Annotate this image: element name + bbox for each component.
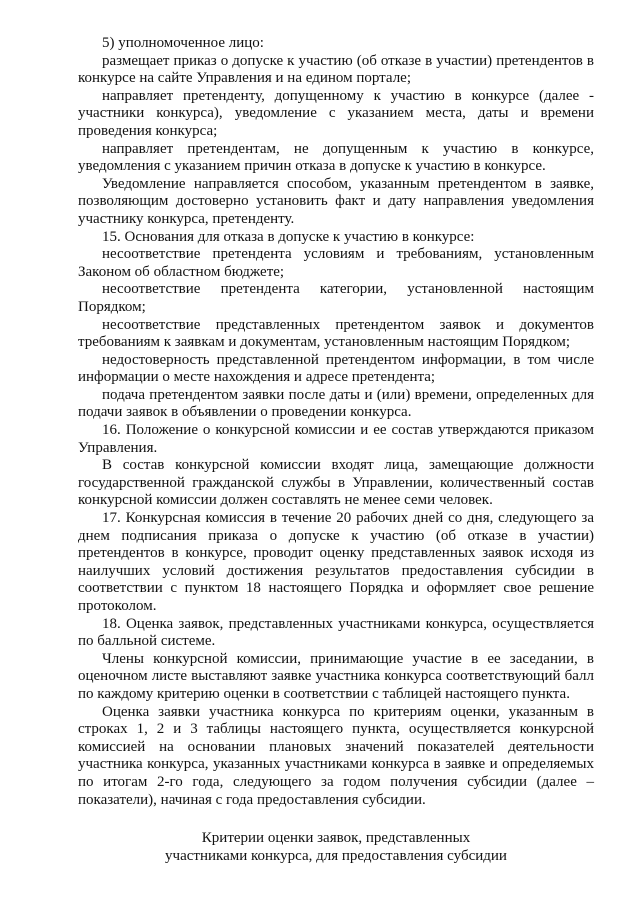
paragraph-notify-rejected: направляет претендентам, не допущенным к участию в конкурсе, уведомления с указанием причин отказа в допуске к участию в конкурсе. — [78, 140, 594, 175]
paragraph-commission-composition: В состав конкурсной комиссии входят лица, замещающие должности государственной гражданской службы в Управлении, количественный состав конкурсной комиссии должен составлять не менее семи человек. — [78, 457, 594, 509]
paragraph-notify-admitted: направляет претенденту, допущенному к участию в конкурсе (далее - участники конкурса), уведомление с указанием места, даты и времени проведения конкурса; — [78, 87, 594, 139]
paragraph-section-17: 17. Конкурсная комиссия в течение 20 рабочих дней со дня, следующего за днем подписания приказа о допуске к участию (об отказе в участии) претендентов в конкурсе, проводит оценку представленных заявок исходя из наилучших условий достижения результатов предоставления субсидии в соответствии с пунктом 18 настоящего Порядка и оформляет свое решение протоколом. — [78, 510, 594, 614]
paragraph-reason-category: несоответствие претендента категории, установленной настоящим Порядком; — [78, 281, 594, 315]
document-page — [78, 35, 594, 865]
paragraph-reason-inaccuracy: недостоверность представленной претендентом информации, в том числе информации о месте нахождения и адресе претендента; — [78, 351, 594, 386]
paragraph-evaluation-criteria: Оценка заявки участника конкурса по критериям оценки, указанным в строках 1, 2 и 3 таблицы настоящего пункта, осуществляется конкурсной комиссией на основании плановых значений показателей деятельности участника конкурса, указанных участниками конкурса в заявке и определяемых по итогам 2-го года, следующего за годом получения субсидии (далее – показатели), начиная с года предоставления субсидии. — [78, 703, 594, 808]
paragraph-notification-method: Уведомление направляется способом, указанным претендентом в заявке, позволяющим достоверно установить факт и дату направления уведомления участнику конкурса, претенденту. — [78, 175, 594, 227]
paragraph-section-16: 16. Положение о конкурсной комиссии и ее состав утверждаются приказом Управления. — [78, 422, 594, 456]
table-title-line-1: Критерии оценки заявок, представленных — [201, 830, 471, 847]
paragraph-reason-conditions: несоответствие претендента условиям и требованиям, установленным Законом об областном бюджете; — [78, 246, 594, 280]
paragraph-publish-order: размещает приказ о допуске к участию (об отказе в участии) претендентов в конкурсе на сайте Управления и на едином портале; — [78, 52, 594, 87]
table-title-line-2: участниками конкурса, для предоставления субсидии — [165, 847, 507, 864]
paragraph-section-18: 18. Оценка заявок, представленных участниками конкурса, осуществляется по балльной системе. — [78, 615, 594, 650]
paragraph-commission-members: Члены конкурсной комиссии, принимающие участие в ее заседании, в оценочном листе выставляют заявке участника конкурса соответствующий балл по каждому критерию оценки в соответствии с таблицей настоящего пункта. — [78, 650, 594, 702]
paragraph-reason-documents: несоответствие представленных претендентом заявок и документов требованиям к заявкам и документам, установленным настоящим Порядком; — [78, 316, 594, 351]
paragraph-reason-late: подача претендентом заявки после даты и (или) времени, определенных для подачи заявок в объявлении о проведении конкурса. — [78, 386, 594, 421]
table-title — [78, 830, 594, 865]
paragraph-authorized-person: 5) уполномоченное лицо: — [102, 35, 264, 51]
paragraph-section-15: 15. Основания для отказа в допуске к участию в конкурсе: — [102, 228, 475, 245]
